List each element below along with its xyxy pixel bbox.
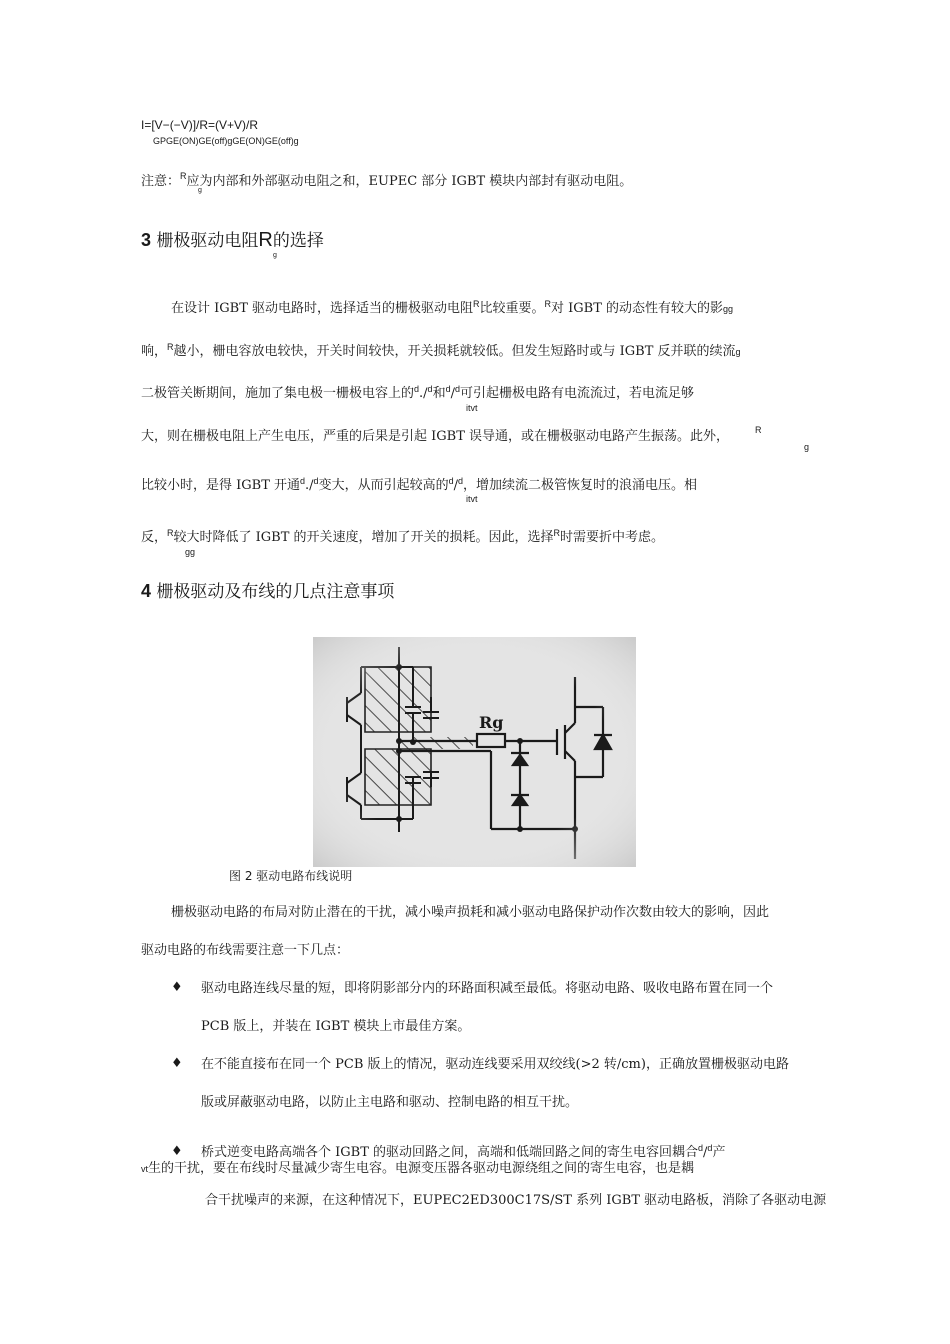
s3-l5-slash2: / — [453, 478, 458, 493]
s3-l4-a: 大，则在栅极电阻上产生电压，严重的后果是引起 IGBT 误导通，或在栅极驱动电路产生振荡。此外， — [141, 429, 730, 444]
formula-line1: I=[V−(−V)]/R=(V+V)/R — [141, 118, 259, 132]
s3-l3-slash2: / — [450, 386, 455, 401]
section3-number: 3 — [141, 230, 152, 250]
s3-l6-b: 较大时降低了 IGBT 的开关速度，增加了开关的损耗。因此，选择 — [173, 530, 554, 545]
s3-line1 — [171, 301, 733, 317]
s3-l5-b: 变大，从而引起较高的 — [318, 478, 449, 493]
bullet-1-icon: ♦ — [171, 980, 183, 995]
s3-l3-d1: d — [414, 384, 420, 394]
bullet-2-line2: 版或屏蔽驱动电路，以防止主电路和驱动、控制电路的相互干扰。 — [201, 1095, 579, 1110]
s3-l4-g: g — [804, 442, 810, 452]
formula-line2: GPGE(ON)GE(off)gGE(ON)GE(off)g — [153, 136, 299, 146]
s3-l3-d2: d — [427, 384, 433, 394]
s3-l3-slash1: ./ — [419, 386, 428, 401]
s3-line2 — [141, 344, 741, 360]
s3-l6-c: 时需要折中考虑。 — [560, 530, 665, 545]
s3-line4 — [141, 429, 729, 445]
s3-l6-sub: gg — [185, 547, 196, 557]
bullet-2-line1: 在不能直接布在同一个 PCB 版上的情况，驱动连线要采用双绞线(>2 转/cm)，正确放置栅极驱动电路 — [201, 1057, 789, 1072]
s3-l3-d4: d — [454, 384, 460, 394]
s3-l5-d3: d — [448, 476, 454, 486]
bullet-1-line2: PCB 版上，并装在 IGBT 模块上市最佳方案。 — [201, 1019, 471, 1034]
s3-l6-a: 反， — [141, 530, 168, 545]
s3-l5-d2: d — [313, 476, 319, 486]
s3-l5-d1: d — [300, 476, 306, 486]
bullet-3-line2 — [141, 1161, 694, 1177]
bullet-3-icon: ♦ — [171, 1144, 183, 1159]
s3-l5-sub: itvt — [466, 494, 478, 504]
s3-l2-R: R — [167, 342, 174, 352]
s3-l1-c: 对 IGBT 的动态性有较大的影 — [551, 301, 724, 316]
note-prefix: 注意： — [141, 174, 181, 189]
s3-l6-R1: R — [167, 528, 174, 538]
s3-l2-g: g — [735, 347, 741, 357]
bullet-3-vt: vt — [141, 1164, 149, 1174]
s3-l5-d4: d — [457, 476, 463, 486]
s3-l2-a: 响， — [141, 344, 168, 359]
s3-l6-R2: R — [553, 528, 561, 538]
section3-heading — [141, 229, 324, 252]
intro-line1: 栅极驱动电路的布局对防止潜在的干扰，减小噪声损耗和减小驱动电路保护动作次数由较大的影响，因此 — [171, 905, 770, 920]
s3-l5-c: ，增加续流二极管恢复时的浪涌电压。相 — [463, 478, 698, 493]
bullet-3-line1 — [201, 1145, 725, 1161]
s3-l3-sub: itvt — [466, 403, 478, 413]
bullet-3-line1-text: 桥式逆变电路高端各个 IGBT 的驱动回路之间，高端和低端回路之间的寄生电容回耦合 — [201, 1145, 699, 1160]
bullet-3-d1: d — [698, 1143, 704, 1153]
s3-l4-R: R — [755, 425, 762, 435]
s3-l3-and: 和 — [432, 386, 446, 401]
section3-title-sub: g — [273, 252, 277, 259]
note-text: 应为内部和外部驱动电阻之和，EUPEC 部分 IGBT 模块内部封有驱动电阻。 — [186, 174, 633, 189]
s3-l5-a: 比较小时，是得 IGBT 开通 — [141, 478, 301, 493]
section4-title: 栅极驱动及布线的几点注意事项 — [156, 582, 395, 602]
s3-l1-a: 在设计 IGBT 驱动电路时，选择适当的栅极驱动电阻 — [171, 301, 474, 316]
s3-line6 — [141, 530, 664, 546]
section3-title-b: 的选择 — [272, 231, 324, 251]
circuit-figure — [313, 637, 636, 867]
bullet-1-line1: 驱动电路连线尽量的短，即将阴影部分内的环路面积减至最低。将驱动电路、吸收电路布置在同一个 — [201, 981, 774, 996]
bullet-3-line3: 合干扰噪声的来源，在这种情况下，EUPEC2ED300C17S/ST 系列 IGBT 驱动电路板，消除了各驱动电源 — [205, 1193, 827, 1208]
bullet-3-line2-text: 生的干扰，要在布线时尽量减少寄生电容。电源变压器各驱动电源绕组之间的寄生电容，也是耦 — [148, 1161, 695, 1176]
note-line — [141, 171, 633, 190]
bullet-3-d2: d — [707, 1143, 713, 1153]
note-R: R — [180, 171, 187, 181]
bullet-3-line1-end: 产 — [712, 1145, 726, 1160]
section4-heading — [141, 580, 394, 603]
section4-number: 4 — [141, 581, 152, 601]
bullet-3-slash: / — [703, 1145, 708, 1160]
circuit-diagram — [313, 637, 636, 867]
s3-l1-R2: R — [544, 299, 552, 309]
s3-l1-b: 比较重要。 — [479, 301, 545, 316]
s3-l3-b: 可引起栅极电路有电流流过，若电流足够 — [460, 386, 695, 401]
s3-line3 — [141, 386, 694, 402]
s3-l5-slash1: ./ — [305, 478, 314, 493]
section3-title-R: R — [258, 229, 273, 251]
s3-l3-a: 二极管关断期间，施加了集电极一栅极电容上的 — [141, 386, 415, 401]
figure-caption: 图 2 驱动电路布线说明 — [229, 869, 353, 883]
s3-l3-d3: d — [445, 384, 451, 394]
s3-l1-gg: gg — [723, 304, 734, 314]
bullet-2-icon: ♦ — [171, 1056, 183, 1071]
s3-l2-b: 越小，栅电容放电较快，开关时间较快，开关损耗就较低。但发生短路时或与 IGBT 反并联的续流 — [173, 344, 736, 359]
s3-l1-R1: R — [473, 299, 480, 309]
note-sub: g — [198, 187, 202, 194]
s3-line5 — [141, 478, 697, 494]
section3-title-a: 栅极驱动电阻 — [156, 231, 259, 251]
intro-line2: 驱动电路的布线需要注意一下几点： — [141, 943, 350, 958]
